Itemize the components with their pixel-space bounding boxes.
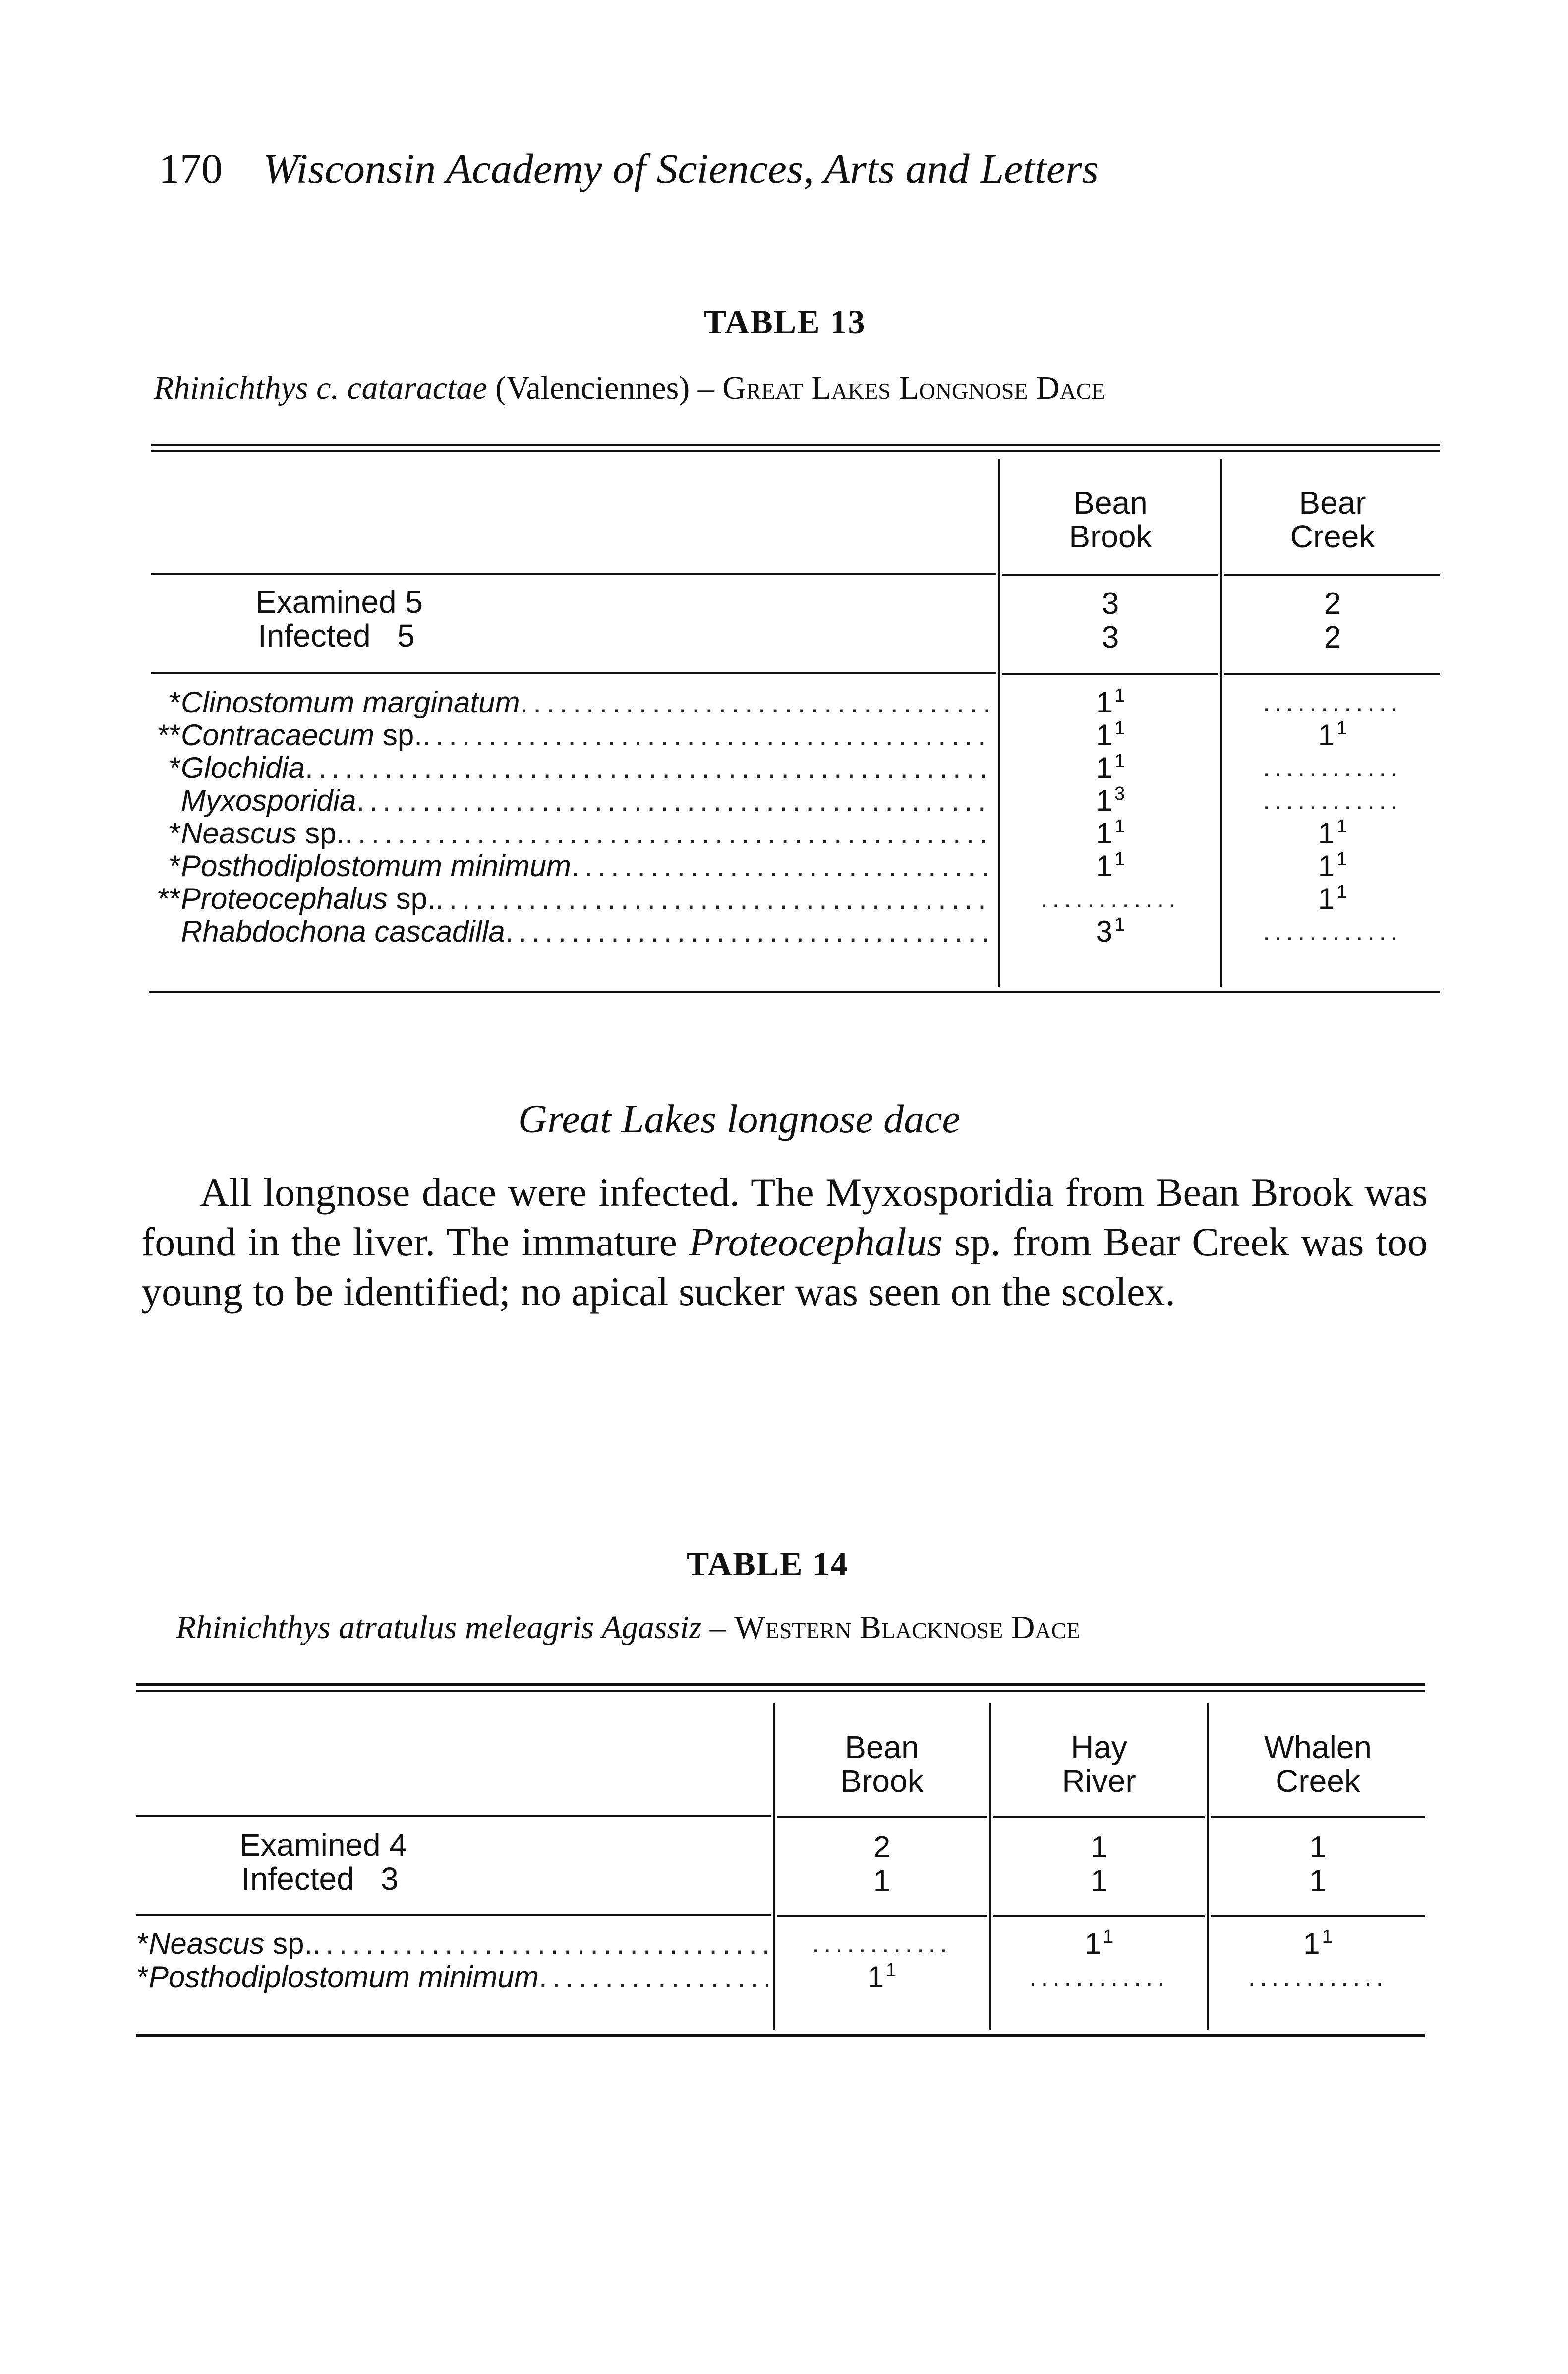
table13-col-divider <box>998 459 1000 987</box>
count-value: 1 <box>1318 882 1335 915</box>
section-paragraph <box>141 1168 1428 1316</box>
parasite-prefix: * <box>137 1961 149 1993</box>
parasite-row <box>134 1961 768 1993</box>
table14-body-rule <box>136 1914 771 1916</box>
table13-authority: (Valenciennes) – <box>495 370 714 406</box>
count-cell <box>1001 719 1220 751</box>
table14-col-hay-river <box>992 1730 1206 1798</box>
leader-dots <box>312 1928 768 1959</box>
count-value: 1 <box>1318 817 1335 850</box>
leader-dots <box>571 850 991 882</box>
count-cell <box>1001 687 1220 718</box>
parasite-prefix: * <box>137 1928 149 1959</box>
table14-common-name: Western Blacknose Dace <box>734 1609 1081 1646</box>
parasite-prefix: * <box>169 752 181 784</box>
table14-infected-whalen-creek: 1 <box>1309 1864 1327 1898</box>
count-superscript: 1 <box>1114 685 1125 706</box>
count-cell <box>1223 818 1442 849</box>
table14-header-rule <box>136 1815 771 1817</box>
count-value: 1 <box>1096 686 1113 719</box>
parasite-suffix: sp. <box>264 1928 313 1959</box>
count-superscript: 1 <box>1114 849 1125 870</box>
table13-col-divider <box>1220 459 1222 987</box>
parasite-suffix: sp. <box>387 883 436 915</box>
table14-col-whalen-creek <box>1210 1730 1426 1798</box>
parasite-suffix: sp. <box>374 719 422 751</box>
table14-subtitle <box>176 1609 1080 1647</box>
table14-header-rule <box>777 1816 987 1818</box>
empty-cell-dots: ............ <box>1263 754 1402 782</box>
table14-examined <box>239 1828 407 1862</box>
table14-dash: – <box>701 1609 726 1646</box>
col-head-line: Hay <box>1071 1729 1127 1765</box>
parasite-prefix: ** <box>158 719 181 751</box>
count-value: 1 <box>867 1960 884 1994</box>
count-cell <box>1001 850 1220 882</box>
leader-dots <box>520 687 991 718</box>
table13-examined-bean-brook: 3 <box>1102 587 1119 621</box>
count-value: 1 <box>1096 784 1113 817</box>
parasite-prefix: ** <box>158 883 181 915</box>
count-superscript: 1 <box>886 1960 897 1981</box>
parasite-row <box>154 687 991 718</box>
infected-label: Infected <box>258 618 371 653</box>
count-value: 1 <box>1318 718 1335 752</box>
table13-body-rule <box>1002 673 1218 675</box>
col-head-line: River <box>1062 1763 1136 1799</box>
count-value: 1 <box>1084 1927 1102 1960</box>
count-superscript: 1 <box>1114 816 1125 837</box>
table13-common-name: Great Lakes Longnose Dace <box>722 370 1105 406</box>
count-superscript: 1 <box>1114 751 1125 772</box>
col-head-line: Brook <box>1069 519 1152 554</box>
count-superscript: 1 <box>1114 718 1125 739</box>
count-cell <box>1223 883 1442 915</box>
count-cell <box>1001 916 1220 948</box>
table14-examined-bean-brook: 2 <box>873 1830 891 1864</box>
table14-body-rule <box>993 1915 1205 1917</box>
empty-cell-dots: ............ <box>1263 688 1402 717</box>
parasite-row <box>154 850 991 882</box>
parasite-name: Posthodiplostomum minimum <box>181 850 571 882</box>
count-value: 1 <box>1096 751 1113 784</box>
table14-top-rule <box>136 1683 1425 1686</box>
empty-cell-dots: ............ <box>1263 917 1402 946</box>
page-number: 170 <box>159 145 223 192</box>
parasite-name: Posthodiplostomum minimum <box>149 1961 539 1993</box>
count-value: 1 <box>1096 817 1113 850</box>
table13-header-rule <box>1224 574 1440 576</box>
parasite-row <box>154 883 991 915</box>
table14-infected-hay-river: 1 <box>1090 1864 1108 1898</box>
infected-total: 3 <box>381 1861 399 1897</box>
table13-infected-bear-creek: 2 <box>1324 620 1341 654</box>
parasite-prefix: * <box>169 818 181 849</box>
table14-col-divider <box>1207 1703 1209 2030</box>
table13-body-rule <box>1224 673 1440 675</box>
parasite-name: Proteocephalus <box>181 883 388 915</box>
count-value: 1 <box>1303 1927 1320 1960</box>
paragraph-genus: Proteocephalus <box>689 1219 943 1264</box>
parasite-row <box>154 916 991 948</box>
col-head-line: Bean <box>845 1729 919 1765</box>
table13-col-bean-brook <box>1001 486 1220 553</box>
table14-col-divider <box>773 1703 775 2030</box>
running-head <box>159 144 1099 193</box>
count-value: 1 <box>1096 849 1113 883</box>
empty-cell-dots: ............ <box>812 1929 952 1958</box>
table13-infected-bean-brook: 3 <box>1102 620 1119 654</box>
table14-infected <box>241 1862 399 1896</box>
table14-examined-hay-river: 1 <box>1090 1830 1108 1864</box>
col-head-line: Creek <box>1276 1763 1360 1799</box>
count-cell <box>776 1961 987 1993</box>
parasite-name: Myxosporidia <box>181 785 356 817</box>
leader-dots <box>539 1961 768 1993</box>
col-head-line: Whalen <box>1264 1729 1372 1765</box>
paragraph-text: All longnose dace were infected. The Myxosporidia from Bean Brook was found in the liver. The immature <box>141 1170 1428 1264</box>
table13-species: Rhinichthys c. cataractae <box>154 370 487 406</box>
count-cell <box>1223 719 1442 751</box>
paragraph-text: sp. from Bear Creek was too young to be identified; no apical sucker was seen on the scolex. <box>141 1219 1428 1314</box>
parasite-suffix: sp. <box>296 818 345 849</box>
table13-bottom-rule <box>149 991 1440 993</box>
parasite-name: Glochidia <box>181 752 305 784</box>
count-cell <box>1223 850 1442 882</box>
parasite-name: Rhabdochona cascadilla <box>181 916 505 948</box>
parasite-row <box>154 752 991 784</box>
examined-label: Examined <box>255 584 397 620</box>
table13-subtitle <box>154 369 1105 407</box>
table14-examined-whalen-creek: 1 <box>1309 1830 1327 1864</box>
table13-header-rule <box>1002 574 1218 576</box>
parasite-row <box>154 785 991 817</box>
section-heading: Great Lakes longnose dace <box>518 1096 960 1141</box>
empty-cell-dots: ............ <box>1041 885 1180 913</box>
table13-examined <box>255 585 423 619</box>
infected-label: Infected <box>241 1861 354 1897</box>
count-value: 1 <box>1096 718 1113 752</box>
table13-top-rule-2 <box>151 450 1440 452</box>
table13-col-bear-creek <box>1223 486 1442 553</box>
table14-species: Rhinichthys atratulus meleagris Agassiz <box>176 1609 702 1646</box>
count-superscript: 1 <box>1114 914 1125 935</box>
parasite-prefix: * <box>169 850 181 882</box>
examined-total: 4 <box>389 1827 407 1863</box>
infected-total: 5 <box>397 618 415 653</box>
examined-total: 5 <box>405 584 423 620</box>
parasite-row <box>154 719 991 751</box>
col-head-line: Bear <box>1299 485 1366 521</box>
journal-title: Wisconsin Academy of Sciences, Arts and Letters <box>263 145 1099 192</box>
count-value: 3 <box>1096 915 1113 948</box>
count-superscript: 1 <box>1336 816 1347 837</box>
table14-body-rule <box>1211 1915 1425 1917</box>
count-superscript: 1 <box>1336 882 1347 902</box>
count-cell <box>1210 1928 1426 1959</box>
col-head-line: Brook <box>840 1763 924 1799</box>
leader-dots <box>436 883 991 915</box>
table14-caption: TABLE 14 <box>687 1545 849 1583</box>
count-superscript: 1 <box>1322 1926 1333 1947</box>
table13-examined-bear-creek: 2 <box>1324 587 1341 621</box>
table13-header-rule <box>151 573 996 575</box>
parasite-name: Clinostomum marginatum <box>181 687 520 718</box>
table13-top-rule <box>151 444 1440 446</box>
parasite-name: Neascus <box>149 1928 265 1959</box>
table14-col-divider <box>989 1703 991 2030</box>
leader-dots <box>505 916 991 948</box>
empty-cell-dots: ............ <box>1029 1963 1169 1992</box>
count-superscript: 3 <box>1114 783 1125 804</box>
leader-dots <box>305 752 991 784</box>
table14-header-rule <box>1211 1816 1425 1818</box>
count-cell <box>1001 785 1220 817</box>
count-superscript: 1 <box>1103 1926 1114 1947</box>
empty-cell-dots: ............ <box>1263 786 1402 815</box>
table14-header-rule <box>993 1816 1205 1818</box>
count-value: 1 <box>1318 849 1335 883</box>
count-cell <box>1001 752 1220 784</box>
parasite-name: Contracaecum <box>181 719 375 751</box>
col-head-line: Bean <box>1073 485 1148 521</box>
count-cell <box>992 1928 1206 1959</box>
table14-top-rule-2 <box>136 1690 1425 1692</box>
table14-infected-bean-brook: 1 <box>873 1864 891 1898</box>
parasite-row <box>154 818 991 849</box>
empty-cell-dots: ............ <box>1248 1963 1388 1992</box>
parasite-name: Neascus <box>181 818 297 849</box>
count-superscript: 1 <box>1336 849 1347 870</box>
examined-label: Examined <box>239 1827 381 1863</box>
table14-body-rule <box>777 1915 987 1917</box>
count-cell <box>1001 818 1220 849</box>
leader-dots <box>356 785 991 817</box>
table14-col-bean-brook <box>776 1730 987 1798</box>
table13-caption: TABLE 13 <box>704 303 866 341</box>
table13-infected <box>258 619 415 653</box>
parasite-row <box>134 1928 768 1959</box>
count-superscript: 1 <box>1336 718 1347 739</box>
parasite-prefix: * <box>169 687 181 718</box>
col-head-line: Creek <box>1290 519 1375 554</box>
leader-dots <box>422 719 991 751</box>
table14-bottom-rule <box>136 2034 1425 2037</box>
table13-body-rule <box>151 672 996 674</box>
leader-dots <box>345 818 991 849</box>
